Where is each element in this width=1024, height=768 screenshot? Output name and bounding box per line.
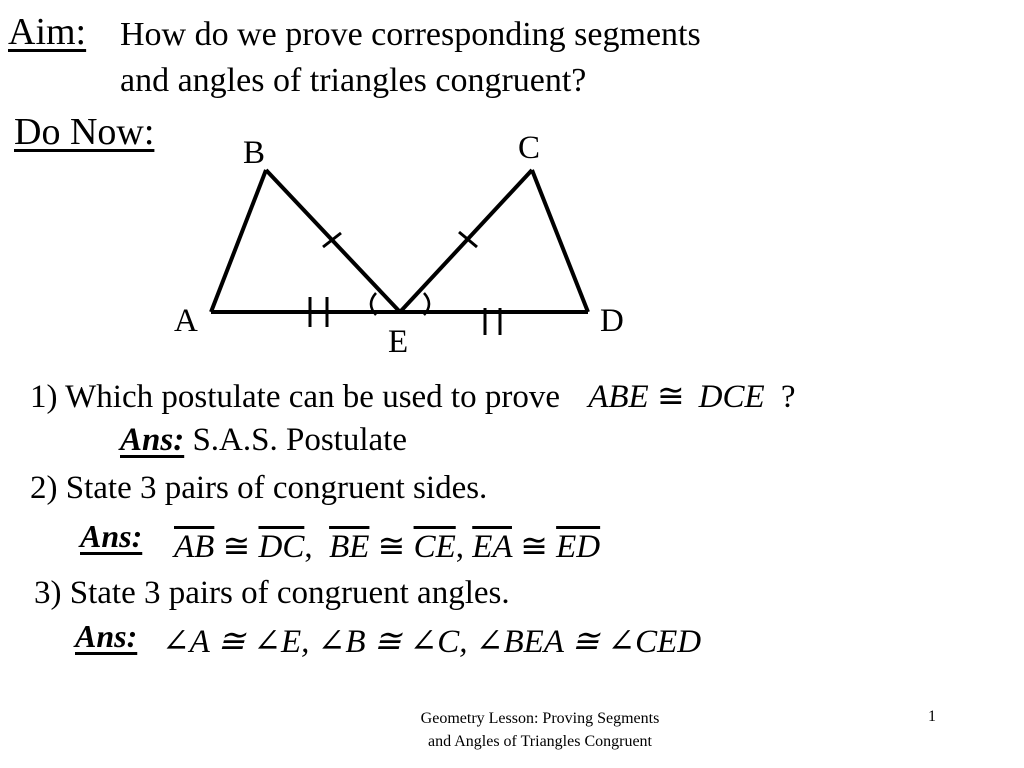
vertex-label-c: C: [518, 130, 541, 166]
segment-cd: [532, 170, 588, 312]
vertex-label-a: A: [174, 303, 198, 339]
segment-be-text: $\overline{BE}$: [329, 529, 370, 565]
vertex-label-e: E: [388, 324, 409, 360]
answer-3-label-text: Ans:: [75, 618, 138, 654]
triangle-dce: DCE: [698, 379, 765, 415]
congruent-symbol: ≅: [222, 529, 251, 565]
comma: ,: [304, 529, 313, 565]
segment-ed-text: $\overline{ED}$: [556, 529, 601, 565]
question-3: 3) State 3 pairs of congruent angles.: [34, 575, 510, 611]
answer-3-angles: ∠A ≅ ∠E, ∠B ≅ ∠C, ∠BEA ≅ ∠CED: [162, 624, 702, 660]
answer-1-text: S.A.S. Postulate: [192, 422, 407, 458]
segment-ec: [400, 170, 532, 312]
question-2: 2) State 3 pairs of congruent sides.: [30, 470, 488, 506]
question-1: [30, 376, 796, 416]
congruent-symbol: ≅: [656, 379, 685, 415]
segment-ab: [211, 170, 266, 312]
slide-footer: [370, 707, 710, 753]
answer-3-label: [75, 618, 137, 655]
page-number: 1: [928, 708, 936, 725]
footer-line-1: Geometry Lesson: Proving Segments: [420, 710, 660, 727]
congruent-symbol: ≅: [377, 529, 406, 565]
congruent-symbol: ≅: [520, 529, 548, 565]
footer-line-2: and Angles of Triangles Congruent: [428, 733, 652, 750]
question-1-text: 1) Which postulate can be used to prove: [30, 379, 560, 415]
answer-1: [120, 422, 407, 459]
do-now-label: Do Now:: [14, 111, 155, 153]
answer-2-segments: [174, 526, 600, 566]
aim-line-1: How do we prove corresponding segments: [120, 16, 701, 53]
segment-ce-text: $\overline{CE}$: [413, 529, 456, 565]
answer-2-label: [80, 518, 142, 555]
answer-2-label-text: Ans:: [80, 518, 143, 554]
vertex-label-d: D: [600, 303, 624, 339]
comma: ,: [455, 529, 464, 565]
segment-dc-text: $\overline{DC}$: [258, 529, 305, 565]
question-mark: ?: [780, 379, 796, 415]
vertex-label-b: B: [243, 135, 266, 171]
answer-1-label: Ans:: [120, 422, 185, 458]
aim-line-2: and angles of triangles congruent?: [120, 62, 587, 99]
segment-ab-text: $\overline{AB}$: [174, 529, 215, 565]
aim-label: Aim:: [8, 11, 87, 53]
triangle-abe: ABE: [588, 379, 649, 415]
segment-ea-text: $\overline{EA}$: [472, 529, 512, 565]
